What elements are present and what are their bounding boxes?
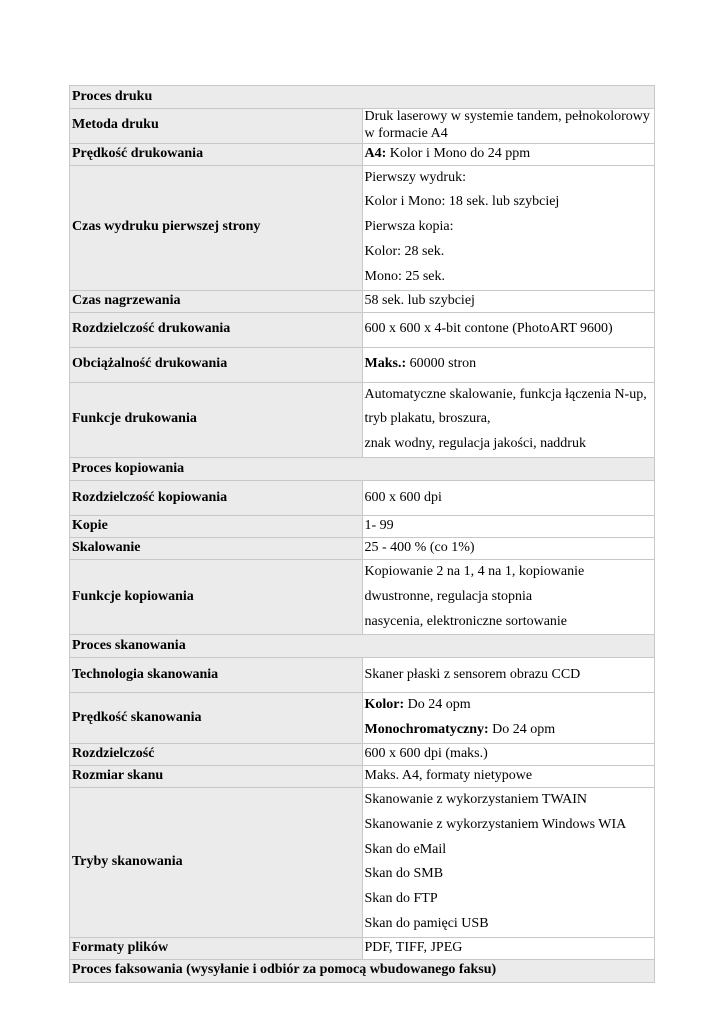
value-line: Skanowanie z wykorzystaniem TWAIN bbox=[364, 791, 588, 807]
section-title: Proces druku bbox=[70, 86, 655, 109]
value-line bbox=[365, 693, 653, 718]
row-label: Formaty plików bbox=[70, 937, 363, 959]
table-row bbox=[70, 658, 655, 693]
row-value: 1- 99 bbox=[362, 515, 655, 537]
value-line: Automatyczne skalowanie, funkcja łączenia N-up, tryb plakatu, broszura, bbox=[364, 386, 647, 427]
row-value bbox=[362, 143, 655, 165]
row-value bbox=[362, 347, 655, 382]
value-bold-prefix: Monochromatyczny: bbox=[364, 722, 489, 738]
row-label: Metoda druku bbox=[70, 109, 363, 144]
table-row bbox=[70, 480, 655, 515]
value-line: Pierwszy wydruk: bbox=[364, 169, 466, 185]
value-line: znak wodny, regulacja jakości, naddruk bbox=[364, 436, 586, 452]
table-row bbox=[70, 312, 655, 347]
table-row bbox=[70, 165, 655, 290]
row-label: Funkcje drukowania bbox=[70, 382, 363, 457]
table-row bbox=[70, 559, 655, 634]
row-label: Rozmiar skanu bbox=[70, 765, 363, 787]
row-label: Rozdzielczość drukowania bbox=[70, 312, 363, 347]
row-label: Technologia skanowania bbox=[70, 658, 363, 693]
row-value bbox=[362, 165, 655, 290]
row-value: 600 x 600 x 4-bit contone (PhotoART 9600) bbox=[362, 312, 655, 347]
section-title: Proces skanowania bbox=[70, 635, 655, 658]
row-value bbox=[362, 559, 655, 634]
table-row bbox=[70, 693, 655, 744]
row-value: 25 - 400 % (co 1%) bbox=[362, 537, 655, 559]
table-row bbox=[70, 347, 655, 382]
row-label: Funkcje kopiowania bbox=[70, 559, 363, 634]
row-label: Prędkość drukowania bbox=[70, 143, 363, 165]
row-value: 600 x 600 dpi (maks.) bbox=[362, 743, 655, 765]
value-line: Pierwsza kopia: bbox=[364, 219, 454, 235]
row-value: PDF, TIFF, JPEG bbox=[362, 937, 655, 959]
row-label: Rozdzielczość bbox=[70, 743, 363, 765]
row-value: Maks. A4, formaty nietypowe bbox=[362, 765, 655, 787]
row-label: Obciążalność drukowania bbox=[70, 347, 363, 382]
row-label: Kopie bbox=[70, 515, 363, 537]
table-row bbox=[70, 143, 655, 165]
row-label: Rozdzielczość kopiowania bbox=[70, 480, 363, 515]
value-text: 60000 stron bbox=[406, 356, 477, 372]
value-bold-prefix: Maks.: bbox=[364, 356, 407, 372]
table-row bbox=[70, 937, 655, 959]
table-row bbox=[70, 290, 655, 312]
section-header-copy bbox=[70, 457, 655, 480]
section-header-print bbox=[70, 86, 655, 109]
section-title: Proces kopiowania bbox=[70, 457, 655, 480]
row-value bbox=[362, 787, 655, 937]
row-label: Czas wydruku pierwszej strony bbox=[70, 165, 363, 290]
row-value: 58 sek. lub szybciej bbox=[362, 290, 655, 312]
value-line: Kolor i Mono: 18 sek. lub szybciej bbox=[364, 194, 560, 210]
spec-table bbox=[69, 85, 655, 983]
value-line: Skan do pamięci USB bbox=[364, 915, 489, 931]
table-row bbox=[70, 515, 655, 537]
table-row bbox=[70, 765, 655, 787]
row-value bbox=[362, 693, 655, 744]
section-header-scan bbox=[70, 635, 655, 658]
value-bold-prefix: A4: bbox=[364, 145, 387, 161]
row-value bbox=[362, 382, 655, 457]
value-line: Skan do FTP bbox=[364, 891, 438, 907]
table-row bbox=[70, 382, 655, 457]
table-row bbox=[70, 109, 655, 144]
value-line bbox=[365, 718, 653, 743]
value-text: Kolor i Mono do 24 ppm bbox=[386, 145, 531, 161]
value-line: Skanowanie z wykorzystaniem Windows WIA bbox=[364, 816, 627, 832]
table-row bbox=[70, 537, 655, 559]
row-value: Skaner płaski z sensorem obrazu CCD bbox=[362, 658, 655, 693]
value-text: Do 24 opm bbox=[404, 697, 471, 713]
value-line: nasycenia, elektroniczne sortowanie bbox=[364, 613, 568, 629]
section-title: Proces faksowania (wysyłanie i odbiór za pomocą wbudowanego faksu) bbox=[70, 959, 655, 982]
row-value: Druk laserowy w systemie tandem, pełnokolorowy w formacie A4 bbox=[362, 109, 655, 144]
value-line: Skan do eMail bbox=[364, 841, 447, 857]
table-row bbox=[70, 743, 655, 765]
value-line: Mono: 25 sek. bbox=[364, 268, 445, 284]
value-text: Do 24 opm bbox=[488, 722, 556, 738]
row-label: Prędkość skanowania bbox=[70, 693, 363, 744]
row-label: Skalowanie bbox=[70, 537, 363, 559]
value-line: Kopiowanie 2 na 1, 4 na 1, kopiowanie dwustronne, regulacja stopnia bbox=[364, 563, 585, 604]
value-bold-prefix: Kolor: bbox=[364, 697, 405, 713]
table-row bbox=[70, 787, 655, 937]
row-label: Czas nagrzewania bbox=[70, 290, 363, 312]
value-line: Skan do SMB bbox=[364, 866, 444, 882]
section-header-fax bbox=[70, 959, 655, 982]
spec-document bbox=[69, 85, 655, 983]
row-value: 600 x 600 dpi bbox=[362, 480, 655, 515]
row-label: Tryby skanowania bbox=[70, 787, 363, 937]
value-line: Kolor: 28 sek. bbox=[364, 243, 445, 259]
